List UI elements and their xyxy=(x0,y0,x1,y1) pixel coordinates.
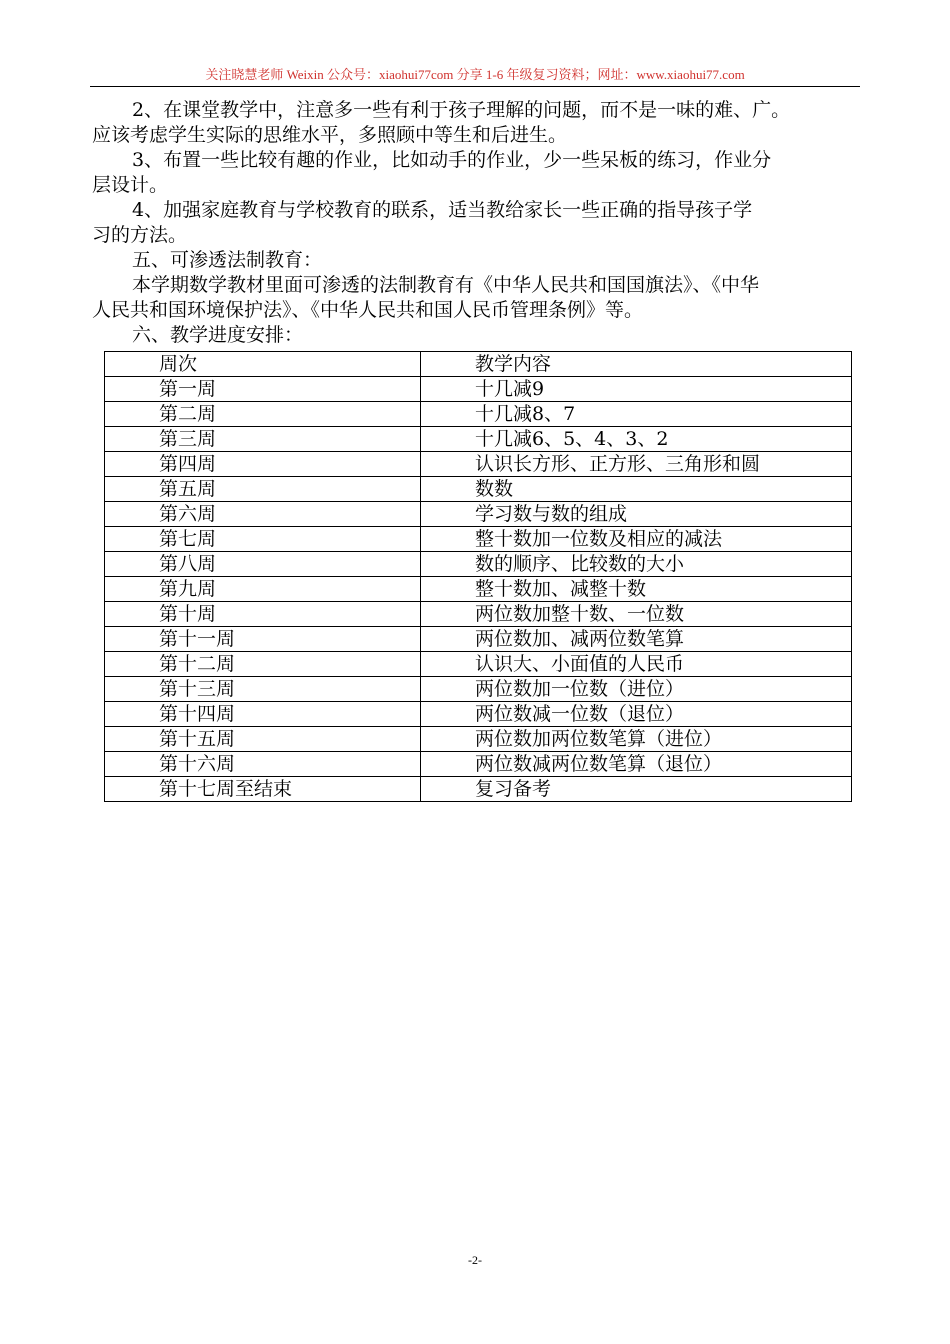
table-row xyxy=(105,577,852,602)
content-cell: 复习备考 xyxy=(421,777,852,802)
table-row xyxy=(105,752,852,777)
table-row xyxy=(105,527,852,552)
week-cell: 第十五周 xyxy=(105,727,421,752)
content-cell: 十几减6、5、4、3、2 xyxy=(421,427,852,452)
content-cell: 学习数与数的组成 xyxy=(421,502,852,527)
table-row xyxy=(105,602,852,627)
week-cell: 第十周 xyxy=(105,602,421,627)
week-cell: 第一周 xyxy=(105,377,421,402)
paragraph-legal-education xyxy=(92,273,872,323)
table-row xyxy=(105,702,852,727)
content-cell: 两位数加两位数笔算（进位） xyxy=(421,727,852,752)
paragraph-homework xyxy=(92,148,872,198)
table-row xyxy=(105,652,852,677)
content-cell: 两位数减两位数笔算（退位） xyxy=(421,752,852,777)
week-cell: 第六周 xyxy=(105,502,421,527)
week-cell: 第十一周 xyxy=(105,627,421,652)
week-cell: 第十四周 xyxy=(105,702,421,727)
table-row xyxy=(105,502,852,527)
content-cell: 认识长方形、正方形、三角形和圆 xyxy=(421,452,852,477)
week-cell: 第五周 xyxy=(105,477,421,502)
header-divider xyxy=(90,86,860,87)
paragraph-line: 3、布置一些比较有趣的作业，比如动手的作业，少一些呆板的练习，作业分 xyxy=(132,149,772,171)
table-row xyxy=(105,427,852,452)
content-cell: 两位数加一位数（进位） xyxy=(421,677,852,702)
content-cell: 两位数减一位数（退位） xyxy=(421,702,852,727)
table-row xyxy=(105,552,852,577)
table-row xyxy=(105,452,852,477)
table-row xyxy=(105,402,852,427)
table-row xyxy=(105,727,852,752)
content-cell: 认识大、小面值的人民币 xyxy=(421,652,852,677)
table-row xyxy=(105,777,852,802)
body-text xyxy=(92,98,872,348)
week-cell: 第七周 xyxy=(105,527,421,552)
page-header: 关注晓慧老师 Weixin 公众号：xiaohui77com 分享 1-6 年级复习资料；网址：www.xiaohui77.com xyxy=(205,67,745,82)
week-cell: 第三周 xyxy=(105,427,421,452)
column-header-week: 周次 xyxy=(105,352,421,377)
table-row xyxy=(105,627,852,652)
paragraph-line: 应该考虑学生实际的思维水平，多照顾中等生和后进生。 xyxy=(92,124,568,146)
section-heading-schedule: 六、教学进度安排： xyxy=(132,324,304,346)
content-cell: 两位数加、减两位数笔算 xyxy=(421,627,852,652)
week-cell: 第二周 xyxy=(105,402,421,427)
paragraph-line: 人民共和国环境保护法》、《中华人民共和国人民币管理条例》等。 xyxy=(92,299,644,321)
week-cell: 第十三周 xyxy=(105,677,421,702)
paragraph-line: 本学期数学教材里面可渗透的法制教育有《中华人民共和国国旗法》、《中华 xyxy=(132,274,760,296)
content-cell: 整十数加、减整十数 xyxy=(421,577,852,602)
paragraph-line: 4、加强家庭教育与学校教育的联系，适当教给家长一些正确的指导孩子学 xyxy=(132,199,753,221)
content-cell: 两位数加整十数、一位数 xyxy=(421,602,852,627)
content-cell: 十几减9 xyxy=(421,377,852,402)
week-cell: 第八周 xyxy=(105,552,421,577)
week-cell: 第十六周 xyxy=(105,752,421,777)
paragraph-line: 层设计。 xyxy=(92,174,169,196)
paragraph-family-education xyxy=(92,198,872,248)
paragraph-line: 2、在课堂教学中，注意多一些有利于孩子理解的问题，而不是一味的难、广。 xyxy=(132,99,791,121)
paragraph-line: 习的方法。 xyxy=(92,224,188,246)
week-cell: 第四周 xyxy=(105,452,421,477)
table-row xyxy=(105,677,852,702)
teaching-schedule-table xyxy=(104,351,852,802)
week-cell: 第十七周至结束 xyxy=(105,777,421,802)
column-header-content: 教学内容 xyxy=(421,352,852,377)
table-row xyxy=(105,377,852,402)
paragraph-classroom-teaching xyxy=(92,98,872,148)
table-row xyxy=(105,477,852,502)
content-cell: 数的顺序、比较数的大小 xyxy=(421,552,852,577)
page-number: -2- xyxy=(468,1253,482,1267)
content-cell: 十几减8、7 xyxy=(421,402,852,427)
table-header-row xyxy=(105,352,852,377)
content-cell: 数数 xyxy=(421,477,852,502)
week-cell: 第十二周 xyxy=(105,652,421,677)
week-cell: 第九周 xyxy=(105,577,421,602)
section-heading-legal-education: 五、可渗透法制教育： xyxy=(132,249,323,271)
content-cell: 整十数加一位数及相应的减法 xyxy=(421,527,852,552)
